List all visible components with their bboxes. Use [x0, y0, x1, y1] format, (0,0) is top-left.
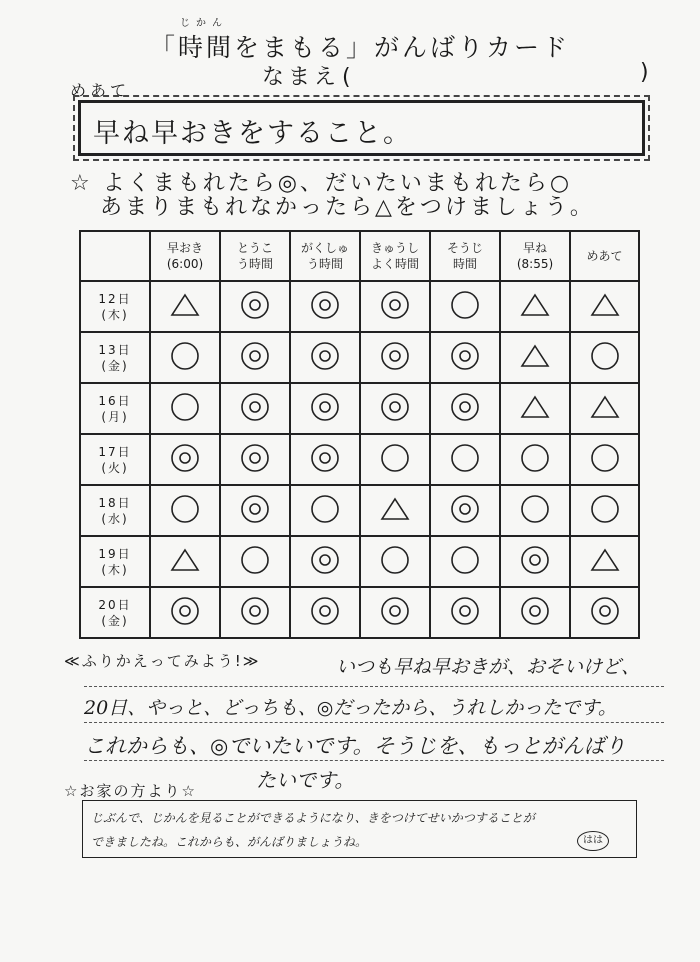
double-circle-mark [449, 340, 481, 372]
circle-mark [589, 442, 621, 474]
double-circle-mark [449, 391, 481, 423]
mark-cell [500, 587, 570, 638]
table-row [80, 536, 639, 587]
circle-mark [589, 340, 621, 372]
mark-cell [360, 485, 430, 536]
mark-cell [290, 383, 360, 434]
review-divider [84, 760, 664, 761]
mark-cell [570, 332, 639, 383]
mark-cell [500, 281, 570, 332]
double-circle-mark [519, 595, 551, 627]
mark-cell [430, 383, 500, 434]
mark-cell [430, 434, 500, 485]
review-line-2: 20日、やっと、どっちも、◎だったから、うれしかったです。 [84, 697, 617, 719]
mother-stamp: はは [577, 831, 609, 851]
mark-cell [570, 383, 639, 434]
mark-cell [150, 383, 220, 434]
double-circle-mark [449, 493, 481, 525]
mark-cell [150, 587, 220, 638]
circle-mark [449, 442, 481, 474]
day-cell: 17日 (火) [80, 434, 150, 485]
circle-mark [449, 289, 481, 321]
triangle-mark [169, 544, 201, 576]
double-circle-mark [239, 442, 271, 474]
double-circle-mark [589, 595, 621, 627]
name-open-paren: ( [342, 65, 355, 90]
table-row [80, 281, 639, 332]
mark-cell [500, 485, 570, 536]
goal-text: 早ね早おきをすること。 [93, 118, 412, 149]
double-circle-mark [239, 340, 271, 372]
mark-cell [360, 536, 430, 587]
day-cell: 20日 (金) [80, 587, 150, 638]
mark-cell [220, 332, 290, 383]
double-circle-mark [309, 289, 341, 321]
header-cell: きゅうし よく時間 [360, 231, 430, 281]
circle-mark [169, 493, 201, 525]
corner-cell [80, 231, 150, 281]
mark-cell [500, 383, 570, 434]
triangle-mark [589, 391, 621, 423]
mark-cell [220, 434, 290, 485]
table-row [80, 485, 639, 536]
circle-mark [169, 340, 201, 372]
triangle-mark [169, 289, 201, 321]
mark-cell [570, 536, 639, 587]
double-circle-mark [309, 391, 341, 423]
table-row [80, 332, 639, 383]
family-comment-box [82, 800, 637, 858]
mark-cell [150, 281, 220, 332]
review-label: ≪ふりかえってみよう!≫ [64, 652, 261, 670]
mark-cell [570, 485, 639, 536]
mark-cell [220, 536, 290, 587]
circle-mark [519, 493, 551, 525]
mark-cell [220, 281, 290, 332]
review-line-1: いつも早ね早おきが、おそいけど、 [336, 656, 641, 678]
mark-cell [290, 587, 360, 638]
review-line-3: これからも、◎でいたいです。そうじを、もっとがんばり [84, 734, 626, 758]
mark-cell [220, 587, 290, 638]
double-circle-mark [379, 595, 411, 627]
header-cell: 早おき (6:00) [150, 231, 220, 281]
header-cell: めあて [570, 231, 639, 281]
goal-label: めあて [70, 81, 131, 100]
rule-line-1: ☆ よくまもれたら◎、だいたいまもれたら○ [70, 171, 573, 196]
double-circle-mark [379, 391, 411, 423]
circle-mark [309, 493, 341, 525]
double-circle-mark [309, 544, 341, 576]
family-line-2: できましたね。これからも、がんばりましょうね。 [91, 835, 368, 849]
circle-mark [379, 442, 411, 474]
double-circle-mark [379, 340, 411, 372]
goal-box [78, 100, 645, 156]
triangle-mark [519, 340, 551, 372]
mark-cell [570, 281, 639, 332]
header-cell: とうこ う時間 [220, 231, 290, 281]
family-label: ☆お家の方より☆ [64, 782, 197, 800]
circle-mark [449, 544, 481, 576]
circle-mark [589, 493, 621, 525]
mark-cell [150, 536, 220, 587]
double-circle-mark [239, 595, 271, 627]
double-circle-mark [309, 442, 341, 474]
mark-cell [360, 281, 430, 332]
mark-cell [570, 587, 639, 638]
mark-cell [570, 434, 639, 485]
mark-cell [430, 536, 500, 587]
table-header-row [80, 231, 639, 281]
day-cell: 12日 (木) [80, 281, 150, 332]
review-divider [84, 722, 664, 723]
double-circle-mark [239, 493, 271, 525]
circle-mark [169, 391, 201, 423]
triangle-mark [589, 289, 621, 321]
mark-cell [360, 383, 430, 434]
mark-cell [290, 485, 360, 536]
name-close-paren: ) [640, 60, 653, 85]
double-circle-mark [169, 442, 201, 474]
mark-cell [500, 332, 570, 383]
mark-cell [360, 434, 430, 485]
mark-cell [290, 434, 360, 485]
mark-cell [500, 434, 570, 485]
mark-cell [220, 485, 290, 536]
table-row [80, 587, 639, 638]
rule-line-2: あまりまもれなかったら△をつけましょう。 [100, 195, 595, 220]
double-circle-mark [309, 595, 341, 627]
review-line-4: たいです。 [256, 768, 355, 792]
table-row [80, 383, 639, 434]
mark-cell [500, 536, 570, 587]
double-circle-mark [449, 595, 481, 627]
day-cell: 13日 (金) [80, 332, 150, 383]
mark-cell [150, 434, 220, 485]
header-cell: がくしゅ う時間 [290, 231, 360, 281]
triangle-mark [379, 493, 411, 525]
double-circle-mark [379, 289, 411, 321]
header-cell: そうじ 時間 [430, 231, 500, 281]
mark-cell [290, 536, 360, 587]
family-line-1: じぶんで、じかんを見ることができるようになり、きをつけてせいかつすることが [91, 811, 535, 825]
triangle-mark [519, 289, 551, 321]
record-table [79, 230, 640, 639]
circle-mark [379, 544, 411, 576]
mark-cell [150, 332, 220, 383]
table-row [80, 434, 639, 485]
name-line [262, 60, 653, 91]
double-circle-mark [519, 544, 551, 576]
circle-mark [239, 544, 271, 576]
review-divider [84, 686, 664, 687]
header-cell: 早ね (8:55) [500, 231, 570, 281]
double-circle-mark [169, 595, 201, 627]
mark-cell [430, 587, 500, 638]
mark-cell [430, 332, 500, 383]
mark-cell [360, 332, 430, 383]
day-cell: 16日 (月) [80, 383, 150, 434]
double-circle-mark [239, 289, 271, 321]
mark-cell [430, 281, 500, 332]
mark-cell [150, 485, 220, 536]
double-circle-mark [309, 340, 341, 372]
mark-cell [220, 383, 290, 434]
triangle-mark [519, 391, 551, 423]
mark-cell [290, 332, 360, 383]
title-ruby: じかん [180, 18, 228, 29]
name-label: なまえ [262, 65, 341, 90]
mark-cell [290, 281, 360, 332]
card-title: 「時間をまもる」がんばりカード [150, 33, 571, 62]
mark-cell [430, 485, 500, 536]
mark-cell [360, 587, 430, 638]
double-circle-mark [239, 391, 271, 423]
day-cell: 19日 (木) [80, 536, 150, 587]
triangle-mark [589, 544, 621, 576]
day-cell: 18日 (水) [80, 485, 150, 536]
circle-mark [519, 442, 551, 474]
